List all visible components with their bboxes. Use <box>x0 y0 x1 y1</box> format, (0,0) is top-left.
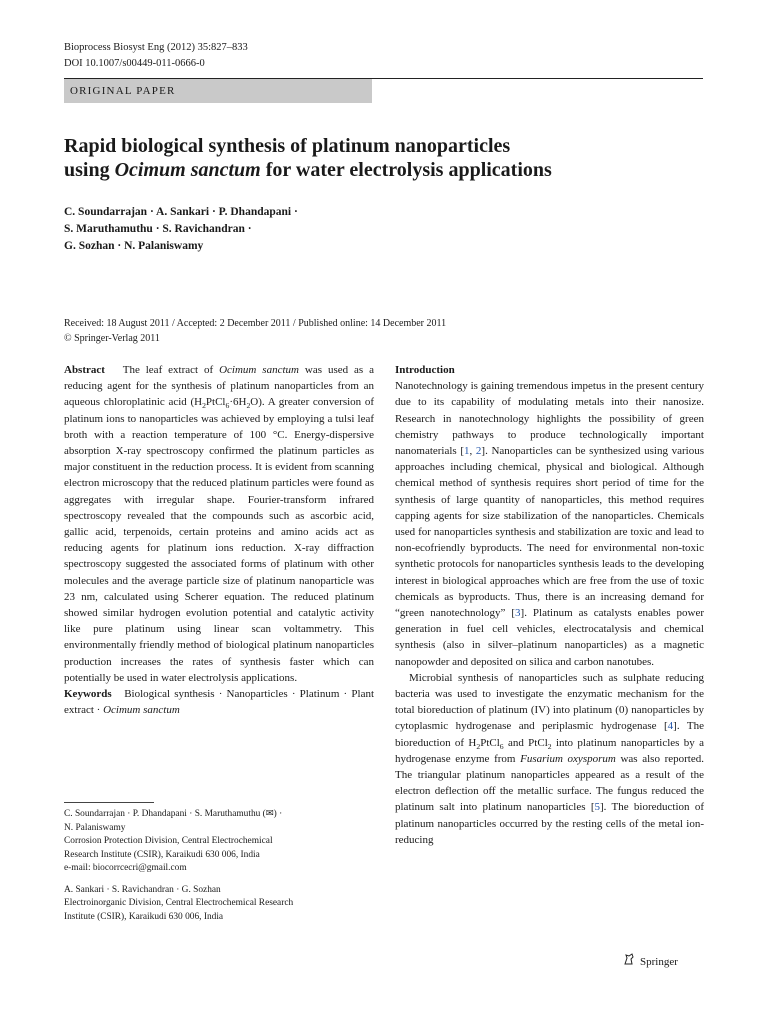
reference-link[interactable]: 5 <box>594 801 600 814</box>
keywords-text: Biological synthesis · Nanoparticles · Platinum · Plant extract · <box>64 688 375 717</box>
intro-paragraph-2 <box>395 670 704 848</box>
copyright-line: © Springer-Verlag 2011 <box>64 333 160 344</box>
doi-line: DOI 10.1007/s00449-011-0666-0 <box>64 58 205 69</box>
aff-line: A. Sankari · S. Ravichandran · G. Sozhan <box>64 884 221 895</box>
title-text: for water electrolysis applications <box>260 159 552 181</box>
author-line: G. Sozhan · N. Palaniswamy <box>64 240 204 252</box>
title-line-2 <box>64 158 704 182</box>
fungus-species: Fusarium oxysporum <box>520 752 616 765</box>
keywords-heading: Keywords <box>64 688 112 701</box>
abstract-text: PtCl <box>205 396 226 409</box>
paper-title <box>64 134 704 182</box>
reference-link[interactable]: 4 <box>667 720 674 733</box>
intro-text: into platinum nanoparticles by a hydrogenase enzyme from <box>395 736 705 765</box>
subscript: 2 <box>476 741 481 751</box>
subscript: 2 <box>246 401 251 411</box>
author-line: S. Maruthamuthu · S. Ravichandran · <box>64 223 252 235</box>
abstract-text: The leaf extract of <box>122 364 220 376</box>
author-list <box>64 204 298 255</box>
intro-text: , <box>469 445 476 458</box>
right-column <box>395 362 704 848</box>
introduction-heading: Introduction <box>395 364 455 376</box>
abstract-text: O). A greater conversion of platinum ions to nanoparticles was achieved by employing a tulsi leaf broth with a reaction temperature of 100 °C. Energy-dispersive absorption X-ray spectroscopy confirmed the platinum particles as major constituent in the reduction process. It is evident from scanning electron microscopy that the reduced platinum particles were found as aggregates with irregular shape. Fourier-transform infrared spectroscopy revealed that the compounds such as ascorbic acid, gallic acid, terpenoids, certain proteins and amino acids act as reducing agents for platinum ions reduction. X-ray diffraction spectroscopy suggested the associated forms of platinum with other molecules and the average particle size of platinum nanoparticle was 23 nm, calculated using Scherer equation. The reduced platinum showed similar hydrogen evolution potential and catalytic activity like pure platinum using linear scan voltammetry. This environmentally friendly method of biological platinum nanoparticles production increases the rates of synthesis faster which can potentially be used in water electrolysis applications. <box>64 396 374 684</box>
intro-text: ]. Nanoparticles can be synthesized using various approaches including chemical, physical and biological. Although chemical method of synthesis requires short period of time for the synthesis of large quantity of nanoparticles, this method requires capping agents for size stabilization of the nanoparticles. Chemicals used for nanoparticles synthesis and stabilization are toxic and lead to non-ecofriendly byproducts. The need for environmental non-toxic synthetic protocols for nanoparticles synthesis leads to the developing interest in biological approaches which are free from the use of toxic chemicals as byproducts. Thus, there is an increasing demand for “green nanotechnology” [ <box>395 445 704 620</box>
aff-line: Electroinorganic Division, Central Electrochemical Research <box>64 898 294 908</box>
footnote-rule <box>64 802 154 803</box>
keywords <box>64 686 374 718</box>
intro-text: and PtCl <box>503 736 548 749</box>
aff-line: C. Soundarrajan · P. Dhandapani · S. Maruthamuthu (✉) · <box>64 809 283 819</box>
keywords-species: Ocimum sanctum <box>103 704 180 717</box>
intro-text: was also reported. The triangular platinum nanoparticles appeared as a result of the electron deflection off the metallic surface. The fungus reduced the platinum salt into platinum nanoparticles [ <box>395 752 704 814</box>
subscript: 2 <box>547 741 552 751</box>
intro-paragraph-1 <box>395 378 704 670</box>
intro-text: ]. The bioreduction of platinum nanoparticles occurred by the resting cells of the metal ion-reducing <box>395 801 705 846</box>
publisher-footer <box>622 952 678 971</box>
intro-text: PtCl <box>480 736 500 749</box>
subscript: 6 <box>499 741 504 751</box>
abstract-species: Ocimum sanctum <box>219 364 299 376</box>
reference-link[interactable]: 2 <box>475 445 482 458</box>
dates-line: Received: 18 August 2011 / Accepted: 2 December 2011 / Published online: 14 December 2011 <box>64 318 447 329</box>
author-line: C. Soundarrajan · A. Sankari · P. Dhandapani · <box>64 206 298 218</box>
affiliation-2 <box>64 884 374 925</box>
abstract <box>64 362 374 686</box>
abstract-text: ·6H <box>229 396 247 409</box>
left-column <box>64 362 374 718</box>
reference-link[interactable]: 1 <box>464 445 470 458</box>
journal-citation <box>64 40 248 72</box>
publisher-name: Springer <box>640 955 678 968</box>
aff-line: Corrosion Protection Division, Central Electrochemical <box>64 836 273 846</box>
aff-line: N. Palaniswamy <box>64 822 126 833</box>
title-species: Ocimum sanctum <box>114 159 261 181</box>
reference-link[interactable]: 3 <box>515 607 521 620</box>
abstract-heading: Abstract <box>64 364 105 376</box>
springer-horse-icon <box>622 952 636 971</box>
subscript: 2 <box>202 401 206 411</box>
affiliations <box>64 808 374 932</box>
publication-dates <box>64 316 446 346</box>
aff-line: Institute (CSIR), Karaikudi 630 006, India <box>64 911 224 922</box>
intro-text: Nanotechnology is gaining tremendous impetus in the present century due to its capability of modulating metals into their nanosize. Research in nanotechnology highlights the possibility of green chemistry pathways to produce technologically important nanomaterials [ <box>395 380 704 458</box>
intro-text: Microbial synthesis of nanoparticles such as sulphate reducing bacteria was used to investigate the enzymatic mechanism for the total bioreduction of platinum (IV) into platinum (0) nanoparticles by cytoplasmic hydrogenase and periplasmic hydrogenase [ <box>395 671 704 733</box>
abstract-text: was used as a reducing agent for the synthesis of platinum nanoparticles from an aqueous chloroplatinic acid (H <box>64 364 375 409</box>
intro-text: ]. Platinum as catalysts enables power generation in fuel cell vehicles, electrocatalysis and chemical synthesis (also in silver–platinum nanoparticles) as a magnetic nanopowder and deposited on silica and carbon nanotubes. <box>395 607 704 668</box>
title-line-1: Rapid biological synthesis of platinum nanoparticles <box>64 135 511 157</box>
email-link[interactable]: e-mail: biocorrcecri@gmail.com <box>64 863 187 873</box>
subscript: 6 <box>225 401 230 411</box>
affiliation-1 <box>64 808 374 876</box>
aff-line: Research Institute (CSIR), Karaikudi 630 006, India <box>64 849 260 860</box>
title-text: using <box>64 159 115 181</box>
article-type-label: ORIGINAL PAPER <box>64 79 372 103</box>
intro-text: ]. The bioreduction of H <box>395 720 704 749</box>
journal-line: Bioprocess Biosyst Eng (2012) 35:827–833 <box>64 42 248 53</box>
